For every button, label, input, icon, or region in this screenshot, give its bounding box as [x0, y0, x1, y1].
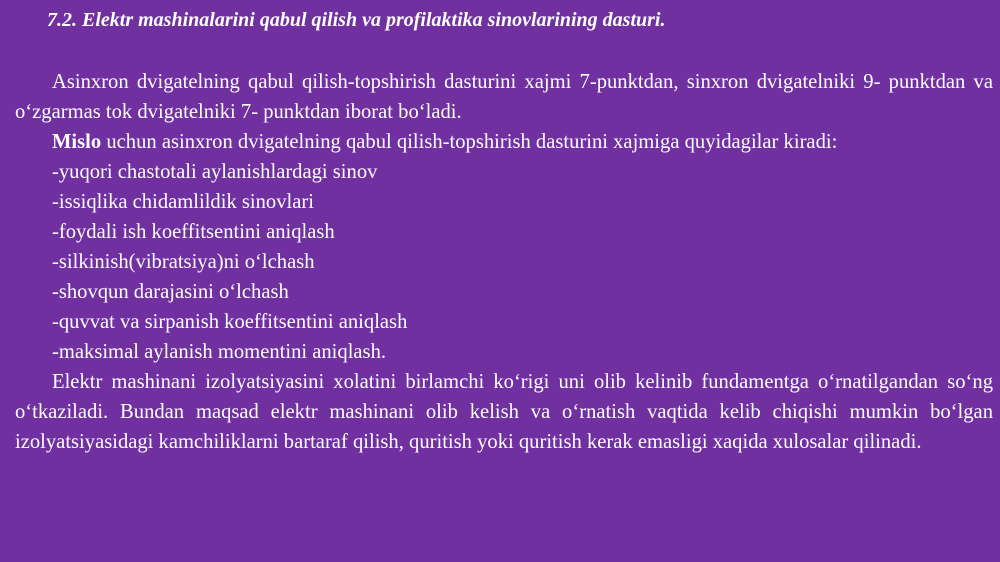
list-item: -silkinish(vibratsiya)ni o‘lchash [52, 251, 315, 273]
paragraph-program-scope: Asinxron dvigatelning qabul qilish-topshirish dasturini xajmi 7-punktdan, sinxron dvigatelniki 9- punktdan va o‘zgarmas tok dvigatelniki 7- punktdan iborat bo‘ladi. [15, 71, 993, 123]
slide-title: 7.2. Elektr mashinalarini qabul qilish va profilaktika sinovlarining dasturi. [47, 9, 666, 31]
paragraph-insulation-check: Elektr mashinani izolyatsiyasini xolatini birlamchi ko‘rigi uni olib kelinib fundamentga o‘rnatilgandan so‘ng o‘tkaziladi. Bundan maqsad elektr mashinani olib kelish va o‘rnatish vaqtida kelib chiqishi mumkin bo‘lgan izolyatsiyasidagi kamchiliklarni bartaraf qilish, quritish yoki quritish kerak emasligi xaqida xulosalar qilinadi. [15, 371, 993, 453]
list-item: -yuqori chastotali aylanishlardagi sinov [52, 161, 378, 183]
test-list [15, 157, 993, 367]
list-item: -shovqun darajasini o‘lchash [52, 281, 289, 303]
list-item: -maksimal aylanish momentini aniqlash. [52, 341, 387, 363]
paragraph-example-intro [15, 127, 993, 157]
list-item: -issiqlika chidamlildik sinovlari [52, 191, 314, 213]
list-item: -quvvat va sirpanish koeffitsentini aniqlash [52, 311, 408, 333]
paragraph-example-text: uchun asinxron dvigatelning qabul qilish-topshirish dasturini xajmiga quyidagilar kiradi: [101, 131, 838, 153]
bold-example-word: Mislo [52, 131, 102, 153]
list-item: -foydali ish koeffitsentini aniqlash [52, 221, 335, 243]
slide-body [15, 67, 993, 457]
